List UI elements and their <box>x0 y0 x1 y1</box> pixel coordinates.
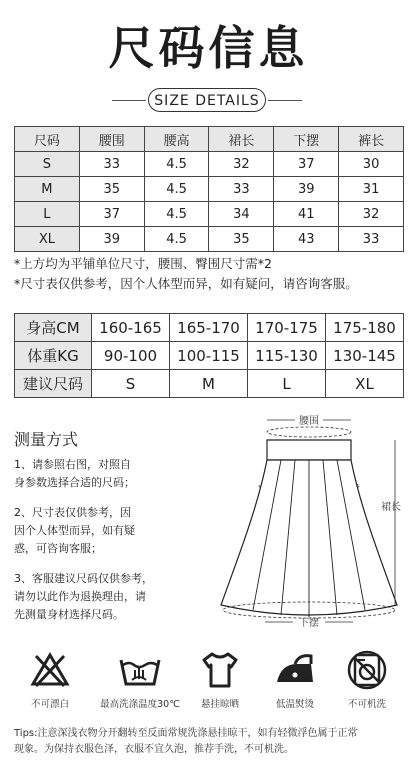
hem-label: 下摆 <box>299 618 319 629</box>
measure-text-line: 请勿以此作为退换理由，请 <box>14 590 146 603</box>
value-cell: 100-115 <box>170 342 248 370</box>
low-iron-icon <box>273 650 317 690</box>
measure-text-line: 惑，可咨询客服； <box>14 542 102 555</box>
subtitle: SIZE DETAILS <box>148 88 266 112</box>
row-label-height: 身高CM <box>15 314 92 342</box>
recommend-table <box>14 313 404 398</box>
value-cell: 4.5 <box>144 177 209 202</box>
table-row <box>15 152 404 177</box>
care-label: 悬挂晾晒 <box>200 699 239 710</box>
measure-text-line: 3、客服建议尺码仅供参考， <box>14 572 153 585</box>
measure-text-line: 因个人体型而异，如有疑 <box>14 524 135 537</box>
wash-temp-icon <box>118 650 162 690</box>
table-row <box>15 342 404 370</box>
skirt-waistband <box>267 440 351 460</box>
table-row <box>15 202 404 227</box>
size-cell: XL <box>15 227 80 252</box>
value-cell: 175-180 <box>326 314 404 342</box>
care-no-bleach <box>15 650 85 710</box>
subtitle-line-left <box>112 100 146 101</box>
value-cell: S <box>92 370 170 398</box>
header-cell: 腰高 <box>144 127 209 152</box>
value-cell: 4.5 <box>144 202 209 227</box>
size-cell: L <box>15 202 80 227</box>
value-cell: 32 <box>339 202 404 227</box>
value-cell: 160-165 <box>92 314 170 342</box>
value-cell: 35 <box>209 227 274 252</box>
waist-label: 腰围 <box>299 416 319 427</box>
waist-line <box>267 427 351 437</box>
measure-title: 测量方式 <box>14 430 79 449</box>
value-cell: 31 <box>339 177 404 202</box>
table-row <box>15 370 404 398</box>
skirt-diagram <box>205 410 410 635</box>
note-flat-measure: *上方均为平铺单位尺寸，腰围、臀围尺寸需*2 <box>14 256 272 271</box>
value-cell: 33 <box>79 152 144 177</box>
table-row <box>15 177 404 202</box>
size-cell: M <box>15 177 80 202</box>
value-cell: 39 <box>274 177 339 202</box>
header-cell: 裤长 <box>339 127 404 152</box>
care-label: 不可漂白 <box>30 699 69 710</box>
value-cell: 115-130 <box>248 342 326 370</box>
length-label: 裙长 <box>381 502 401 513</box>
measure-step-2 <box>14 504 135 558</box>
care-hang-dry <box>185 650 255 710</box>
value-cell: XL <box>326 370 404 398</box>
value-cell: 30 <box>339 152 404 177</box>
measure-step-3 <box>14 570 153 624</box>
header-cell: 尺码 <box>15 127 80 152</box>
measure-text-line: 先测量身材选择尺码。 <box>14 608 124 621</box>
measure-text-line: 2、尺寸表仅供参考，因 <box>14 506 131 519</box>
value-cell: M <box>170 370 248 398</box>
value-cell: 4.5 <box>144 227 209 252</box>
subtitle-line-right <box>268 100 302 101</box>
hang-dry-icon <box>200 650 240 690</box>
care-label: 低温熨烫 <box>275 699 314 710</box>
header-cell: 裙长 <box>209 127 274 152</box>
care-wash-temp <box>95 650 185 710</box>
value-cell: 41 <box>274 202 339 227</box>
page-title: 尺码信息 <box>108 21 309 75</box>
table-row <box>15 314 404 342</box>
care-label: 最高洗涤温度30℃ <box>100 699 180 710</box>
value-cell: 130-145 <box>326 342 404 370</box>
row-label-weight: 体重KG <box>15 342 92 370</box>
care-tips <box>14 726 358 758</box>
value-cell: 165-170 <box>170 314 248 342</box>
size-table-header <box>15 127 404 152</box>
value-cell: 33 <box>209 177 274 202</box>
header-cell: 下摆 <box>274 127 339 152</box>
measure-text-line: 1、请参照右图，对照自 <box>14 458 131 471</box>
care-low-iron <box>260 650 330 710</box>
note-reference: *尺寸表仅供参考，因个人体型而异，如有疑问，请咨询客服。 <box>14 276 358 291</box>
care-no-machine-wash <box>332 650 402 710</box>
measure-step-1 <box>14 456 135 492</box>
value-cell: 35 <box>79 177 144 202</box>
value-cell: 43 <box>274 227 339 252</box>
value-cell: 90-100 <box>92 342 170 370</box>
value-cell: 37 <box>274 152 339 177</box>
tips-line: Tips:注意深浅衣物分开翻转至反面常规洗涤悬挂晾干，如有轻微浮色属于正常 <box>14 728 358 739</box>
care-label: 不可机洗 <box>347 699 386 710</box>
measure-text-line: 身参数选择合适的尺码； <box>14 476 135 489</box>
value-cell: L <box>248 370 326 398</box>
header-cell: 腰围 <box>79 127 144 152</box>
value-cell: 33 <box>339 227 404 252</box>
table-row <box>15 227 404 252</box>
value-cell: 39 <box>79 227 144 252</box>
value-cell: 37 <box>79 202 144 227</box>
row-label-size: 建议尺码 <box>15 370 92 398</box>
size-cell: S <box>15 152 80 177</box>
no-machine-wash-icon <box>347 650 387 690</box>
subtitle-block <box>0 86 417 116</box>
value-cell: 34 <box>209 202 274 227</box>
size-table <box>14 126 404 252</box>
value-cell: 32 <box>209 152 274 177</box>
tips-line: 现象。为保持衣服色泽，衣服不宜久泡，推荐手洗，不可机洗。 <box>14 744 294 755</box>
value-cell: 4.5 <box>144 152 209 177</box>
no-bleach-icon <box>30 650 70 690</box>
value-cell: 170-175 <box>248 314 326 342</box>
